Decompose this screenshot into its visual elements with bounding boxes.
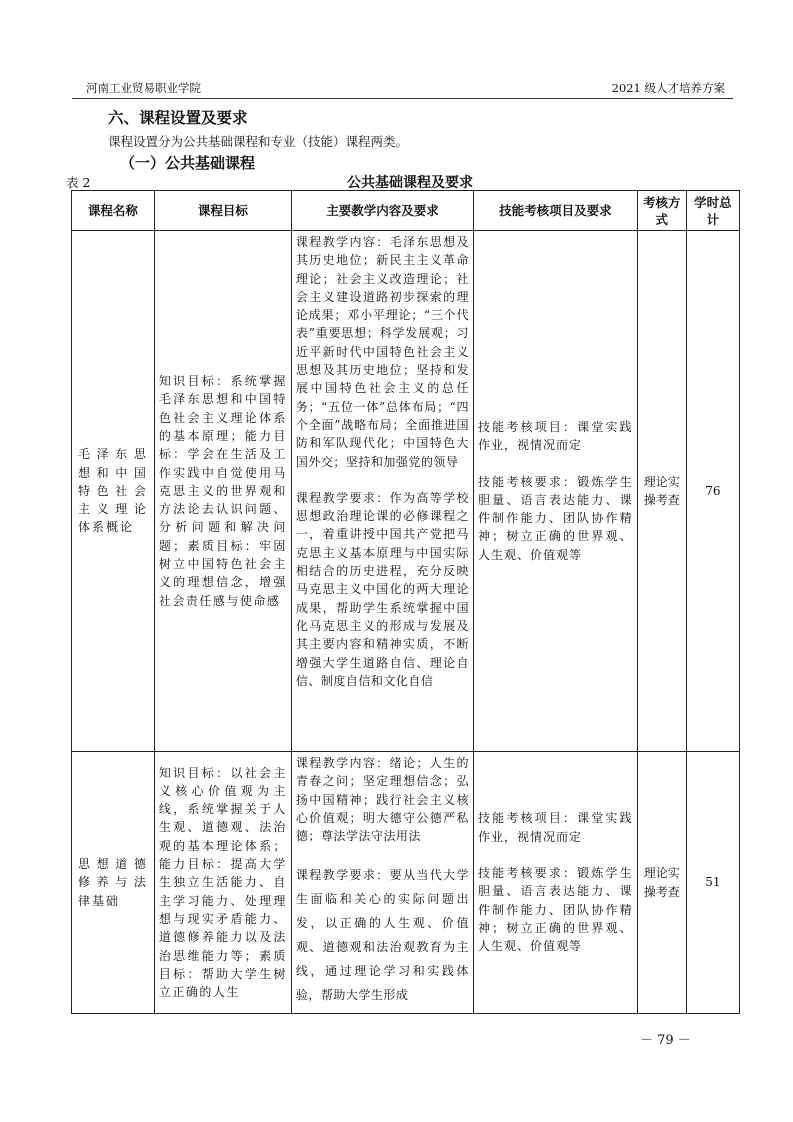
table-label: 表 2: [66, 175, 91, 190]
course-objective: 知识目标：系统掌握毛泽东思想和中国特色社会主义理论体系的基本原理；能力目标：学会在生活及工作实践中自觉使用马克思主义的世界观和方法论去认识问题、分析问题和解决问题；素质目标：牢固树立中国特色社会主义的理想信念，增强社会责任感与使命感: [154, 231, 291, 752]
page-number: － 79 －: [640, 1033, 691, 1048]
total-hours: 51: [686, 752, 739, 1014]
teaching-content: 课程教学内容：毛泽东思想及其历史地位；新民主主义革命理论；社会主义改造理论；社会主义建设道路初步探索的理论成果；邓小平理论；“三个代表”重要思想；科学发展观；习近平新时代中国特色社会主义思想及其历史地位；坚持和发展中国特色社会主义的总任务；“五位一体”总体布局；“四个全面”战略布局；全面推进国防和军队现代化；中国特色大国外交；坚持和加强党的领导: [295, 235, 469, 469]
course-name: 毛泽东思想和中国特色社会主义理论体系概论: [72, 231, 155, 752]
course-objective: 知识目标：以社会主义核心价值观为主线，系统掌握关于人生观、道德观、法治观的基本理论体系；能力目标：提高大学生独立生活能力、自主学习能力、处理理想与现实矛盾能力、道德修养能力以及法治思维能力等；素质目标：帮助大学生树立正确的人生: [154, 752, 291, 1014]
page-header: [72, 78, 733, 99]
section-title: 六、课程设置及要求: [108, 109, 248, 127]
course-content-cell: [291, 231, 473, 752]
header-institution: 河南工业贸易职业学院: [86, 81, 201, 95]
total-hours: 76: [686, 231, 739, 752]
skill-assessment-cell: [474, 752, 638, 1014]
table-header-row: [72, 191, 740, 231]
skill-assessment-cell: [474, 231, 638, 752]
col-header-hours: 学时总计: [686, 191, 739, 231]
teaching-content: 课程教学内容：绪论；人生的青春之问；坚定理想信念；弘扬中国精神；践行社会主义核心价值观；明大德守公德严私德；尊法学法守法用法: [295, 756, 469, 844]
teaching-requirement: 课程教学要求：作为高等学校思想政治理论课的必修课程之一，着重讲授中国共产党把马克思主义基本原理与中国实际相结合的历史进程，充分反映马克思主义中国化的两大理论成果，帮助学生系统掌握中国化马克思主义的形成与发展及其主要内容和精神实质，不断增强大学生道路自信、理论自信、制度自信和文化自信: [295, 490, 469, 688]
header-doc-title: 2021 级人才培养方案: [611, 81, 725, 95]
course-name: 思想道德修养与法律基础: [72, 752, 155, 1014]
col-header-content: 主要教学内容及要求: [291, 191, 473, 231]
teaching-requirement: 课程教学要求：要从当代大学生面临和关心的实际问题出发，以正确的人生观、价值观、道德观和法治观教育为主线，通过理论学习和实践体验，帮助大学生形成: [295, 868, 469, 1003]
skill-items: 技能考核项目：课堂实践作业，视情况而定: [478, 419, 633, 453]
table-title: 公共基础课程及要求: [347, 175, 473, 191]
col-header-method: 考核方式: [637, 191, 686, 231]
table-row: [72, 231, 740, 752]
courses-table: [71, 190, 740, 1014]
course-content-cell: [291, 752, 473, 1014]
col-header-skill: 技能考核项目及要求: [474, 191, 638, 231]
assessment-method: 理论实操考查: [637, 231, 686, 752]
col-header-objective: 课程目标: [154, 191, 291, 231]
skill-requirements: 技能考核要求：锻炼学生胆量、语言表达能力、课件制作能力、团队协作精神；树立正确的世界观、人生观、价值观等: [478, 474, 633, 562]
col-header-name: 课程名称: [72, 191, 155, 231]
subsection-title: （一）公共基础课程: [120, 154, 256, 172]
intro-paragraph: 课程设置分为公共基础课程和专业（技能）课程两类。: [108, 134, 409, 149]
table-row: [72, 752, 740, 1014]
skill-items: 技能考核项目：课堂实践作业，视情况而定: [478, 811, 633, 844]
assessment-method: 理论实操考查: [637, 752, 686, 1014]
skill-requirements: 技能考核要求：锻炼学生胆量、语言表达能力、课件制作能力、团队协作精神；树立正确的世界观、人生观、价值观等: [478, 866, 633, 954]
